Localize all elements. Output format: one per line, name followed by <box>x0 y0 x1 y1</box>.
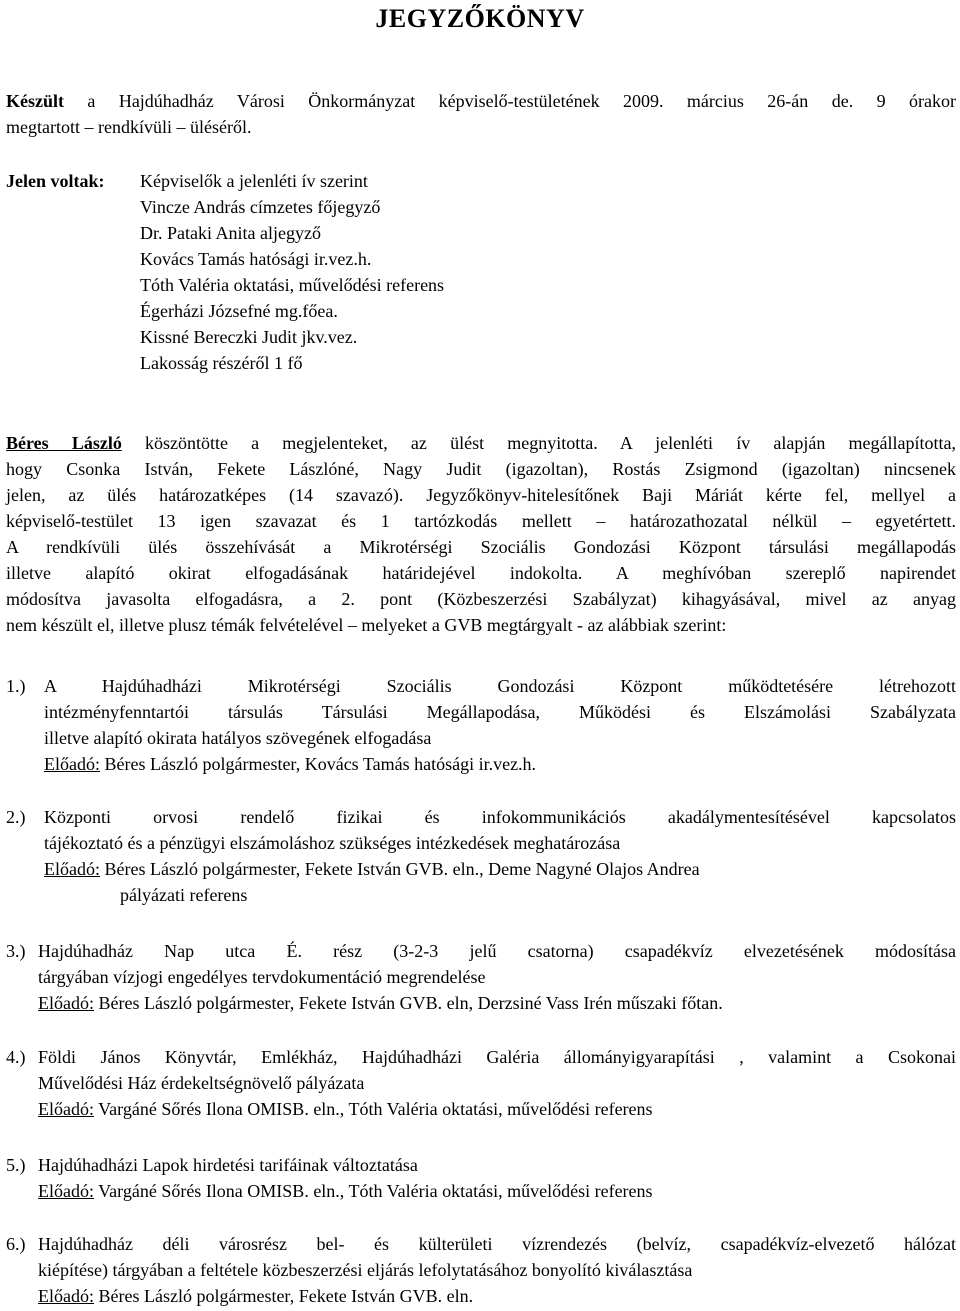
present-entry: Vincze András címzetes főjegyző <box>140 197 381 217</box>
presenter-label: Előadó: <box>44 859 100 879</box>
present-entry: Tóth Valéria oktatási, művelődési referens <box>140 275 445 295</box>
agenda-item-line: A Hajdúhadházi Mikrotérségi Szociális Gondozási Központ működtetésére létrehozott <box>44 676 956 696</box>
body-line: módosítva javasolta elfogadásra, a 2. pont (Közbeszerzési Szabályzat) kihagyásával, mivel az anyag <box>6 589 956 609</box>
body-line: illetve alapító okirat elfogadásának határidejével indokolta. A meghívóban szereplő napirendet <box>6 563 956 583</box>
document-title: JEGYZŐKÖNYV <box>375 4 585 33</box>
agenda-item-line: Központi orvosi rendelő fizikai és infokommunikációs akadálymentesítésével kapcsolatos <box>44 807 956 827</box>
agenda-item-line: Hajdúhadház Nap utca É. rész (3-2-3 jelű csatorna) csapadékvíz elvezetésének módosítása <box>38 941 956 961</box>
agenda-item-number: 6.) <box>6 1234 26 1254</box>
agenda-item-line: Művelődési Ház érdekeltségnövelő pályázata <box>38 1073 365 1093</box>
agenda-item-5 <box>6 1152 956 1206</box>
intro-line-1 <box>6 88 956 114</box>
body-line: nem készült el, illetve plusz témák felvételével – melyeket a GVB megtárgyalt - az alábbiak szerint: <box>6 615 727 635</box>
agenda-item-number: 2.) <box>6 807 26 827</box>
intro-line-1-text: a Hajdúhadház Városi Önkormányzat képviselő-testületének 2009. március 26-án de. 9 órakor <box>64 91 956 111</box>
agenda-item-number: 1.) <box>6 676 26 696</box>
body-line: hogy Csonka István, Fekete Lászlóné, Nagy Judit (igazoltan), Rostás Zsigmond (igazoltan) nincsenek <box>6 459 956 479</box>
presenter-label: Előadó: <box>38 1286 94 1306</box>
agenda-item-line: Hajdúhadház déli városrész bel- és külterületi vízrendezés (belvíz, csapadékvíz-elvezető hálózat <box>38 1234 956 1254</box>
present-entry: Kovács Tamás hatósági ir.vez.h. <box>140 249 372 269</box>
presenter-label: Előadó: <box>44 754 100 774</box>
agenda-item-presenter-cont: pályázati referens <box>120 885 248 905</box>
agenda-item-line: kiépítése) tárgyában a feltétele közbeszerzési eljárás lefolytatásához bonyolító kiválasztása <box>38 1260 693 1280</box>
present-entry: Dr. Pataki Anita aljegyző <box>140 223 321 243</box>
present-label: Jelen voltak: <box>6 171 105 191</box>
present-entry: Lakosság részéről 1 fő <box>140 353 303 373</box>
presenter-label: Előadó: <box>38 1181 94 1201</box>
body-line: A rendkívüli ülés összehívását a Mikrotérségi Szociális Gondozási Központ társulási megállapodás <box>6 537 956 557</box>
agenda-item-6 <box>6 1231 956 1311</box>
agenda-item-presenter: Előadó: Béres László polgármester, Kovács Tamás hatósági ir.vez.h. <box>44 754 537 774</box>
agenda-item-1 <box>6 673 956 783</box>
agenda-item-2 <box>6 804 956 914</box>
agenda-item-line: illetve alapító okirata hatályos szövegének elfogadása <box>44 728 432 748</box>
agenda-item-line: Földi János Könyvtár, Emlékház, Hajdúhadházi Galéria állományigyarapítási , valamint a Csokonai <box>38 1047 956 1067</box>
agenda-item-presenter: Előadó: Vargáné Sőrés Ilona OMISB. eln., Tóth Valéria oktatási, művelődési referens <box>38 1099 653 1119</box>
presenter-label: Előadó: <box>38 1099 94 1119</box>
body-line: jelen, az ülés határozatképes (14 szavazó). Jegyzőkönyv-hitelesítőnek Baji Máriát kérte fel, mellyel a <box>6 485 956 505</box>
agenda-item-line: Hajdúhadházi Lapok hirdetési tarifáinak változtatása <box>38 1155 418 1175</box>
chair-name: Béres László <box>6 433 122 453</box>
agenda-item-line: intézményfenntartói társulás Társulási Megállapodása, Működési és Elszámolási Szabályzata <box>44 702 956 722</box>
agenda-item-number: 5.) <box>6 1155 26 1175</box>
agenda-item-4 <box>6 1044 956 1124</box>
present-entry: Kissné Bereczki Judit jkv.vez. <box>140 327 358 347</box>
body-line: Béres László köszöntötte a megjelenteket, az ülést megnyitotta. A jelenléti ív alapján megállapította, <box>6 433 956 453</box>
agenda-item-number: 4.) <box>6 1047 26 1067</box>
agenda-item-number: 3.) <box>6 941 26 961</box>
presenter-label: Előadó: <box>38 993 94 1013</box>
body-line: képviselő-testület 13 igen szavazat és 1 tartózkodás mellett – határozathozatal nélkül – egyetértett. <box>6 511 956 531</box>
agenda-item-line: tájékoztató és a pénzügyi elszámoláshoz szükséges intézkedések meghatározása <box>44 833 621 853</box>
present-entry: Képviselők a jelenléti ív szerint <box>140 171 368 191</box>
intro-line-2: megtartott – rendkívüli – üléséről. <box>6 117 252 137</box>
agenda-item-presenter: Előadó: Béres László polgármester, Fekete István GVB. eln., Deme Nagyné Olajos Andrea <box>44 859 700 879</box>
agenda-item-presenter: Előadó: Béres László polgármester, Fekete István GVB. eln. <box>38 1286 474 1306</box>
intro-bold-label: Készült <box>6 91 64 111</box>
present-entry: Égerházi Józsefné mg.főea. <box>140 301 338 321</box>
agenda-item-3 <box>6 938 956 1018</box>
agenda-item-presenter: Előadó: Vargáné Sőrés Ilona OMISB. eln., Tóth Valéria oktatási, művelődési referens <box>38 1181 653 1201</box>
agenda-item-presenter: Előadó: Béres László polgármester, Fekete István GVB. eln, Derzsiné Vass Irén műszaki főtan. <box>38 993 723 1013</box>
agenda-item-line: tárgyában vízjogi engedélyes tervdokumentáció megrendelése <box>38 967 486 987</box>
